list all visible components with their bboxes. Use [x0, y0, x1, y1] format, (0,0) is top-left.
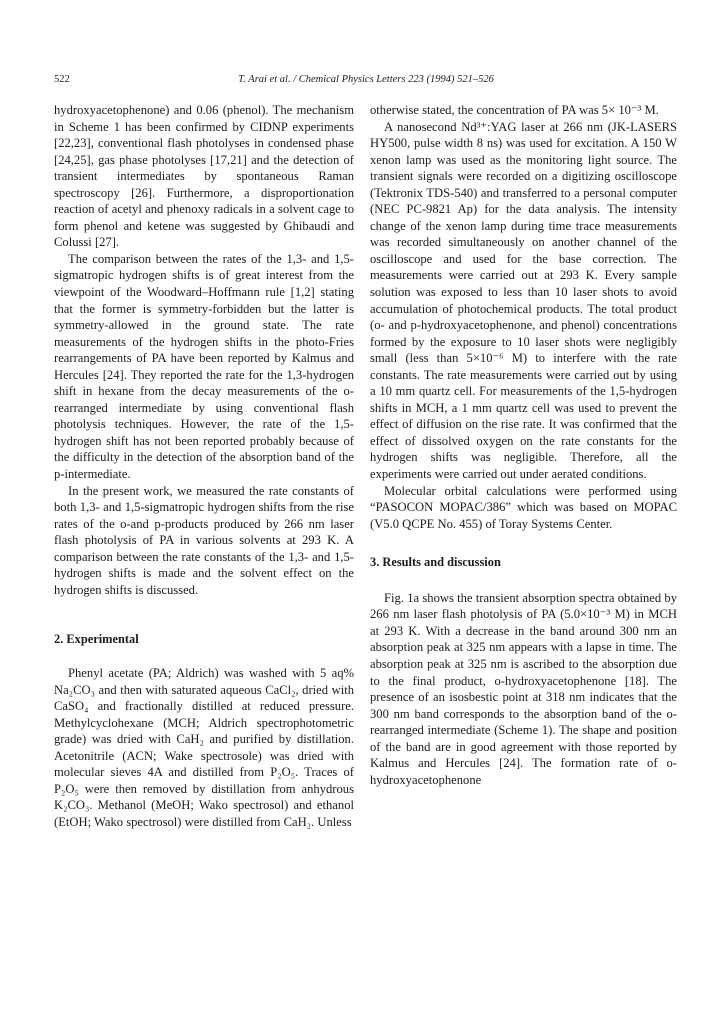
page-number: 522	[54, 74, 70, 85]
page-header	[54, 74, 678, 88]
paragraph-intro-continued: hydroxyacetophenone) and 0.06 (phenol). The mechanism in Scheme 1 has been confirmed by CIDNP experiments [22,23], conventional flash photolyses in condensed phase [24,25], gas phase photolyses [17,21] and the detection of transient intermediates by spontaneous Raman spectroscopy [26]. Furthermore, a disproportionation reaction of acetyl and phenoxy radicals in a solvent cage to form phenol and ketene was suggested by Ghibaudi and Colussi [27].	[54, 103, 354, 250]
running-title: T. Arai et al. / Chemical Physics Letters 223 (1994) 521–526	[238, 74, 494, 85]
section-heading-results: 3. Results and discussion	[370, 555, 501, 570]
paragraph-present-work: In the present work, we measured the rate constants of both 1,3- and 1,5-sigmatropic hydrogen shifts from the rise rates of the o-and p-products produced by 266 nm laser flash photolysis of PA in various solvents at 293 K. A comparison between the rate constants of the 1,3- and 1,5-hydrogen shifts is made and the solvent effect on the hydrogen shifts is discussed.	[54, 483, 354, 597]
paragraph-concentration: otherwise stated, the concentration of PA was 5× 10⁻³ M.	[370, 103, 659, 117]
right-column	[370, 102, 677, 788]
left-column	[54, 102, 354, 830]
paragraph-comparison: The comparison between the rates of the 1,3- and 1,5-sigmatropic hydrogen shifts is of great interest from the viewpoint of the Woodward–Hoffmann rule [1,2] stating that the former is symmetry-forbidden but the latter is symmetry-allowed in the ground state. The rate measurements of the hydrogen shifts in the photo-Fries rearrangements of PA have been reported by Kalmus and Hercules [24]. They reported the rate for the 1,3-hydrogen shift in hexane from the decay measurements of the o-rearranged intermediate by using conventional flash photolysis techniques. However, the rate of the 1,5-hydrogen shift has not been reported probably because of the difficulty in the detection of the absorption band of the p-intermediate.	[54, 251, 354, 482]
paragraph-materials: Phenyl acetate (PA; Aldrich) was washed with 5 aq% Na₂CO₃ and then with saturated aqueous CaCl₂, dried with CaSO₄ and fractionally distilled at reduced pressure. Methylcyclohexane (MCH; Aldrich spectrophotometric grade) was dried with CaH₂ and purified by distillation. Acetonitrile (ACN; Wake spectrosole) was dried with molecular sieves 4A and distilled from P₂O₅. Traces of P₂O₅ were then removed by distillation from anhydrous K₂CO₃. Methanol (MeOH; Wako spectrosol) and ethanol (EtOH; Wako spectrosol) were distilled from CaH₂. Unless	[54, 665, 354, 829]
paragraph-results: Fig. 1a shows the transient absorption spectra obtained by 266 nm laser flash photolysis of PA (5.0×10⁻³ M) in MCH at 293 K. With a decrease in the band around 300 nm an absorption peak at 325 nm appears with a lapse in time. The absorption peak at 325 nm is ascribed to the absorption due to the final product, o-hydroxyacetophenone [18]. The presence of an isosbestic point at 318 nm indicates that the 300 nm band corresponds to the absorption band of the o-rearranged intermediate (Scheme 1). The shape and position of the band are in good agreement with those reported by Kalmus and Hercules [24]. The formation rate of o-hydroxyacetophenone	[370, 590, 677, 787]
paragraph-mo-calculations: Molecular orbital calculations were performed using “PASOCON MOPAC/386” which was based on MOPAC (V5.0 QCPE No. 455) of Toray Systems Center.	[370, 483, 677, 531]
section-heading-experimental: 2. Experimental	[54, 632, 139, 647]
paragraph-laser-setup: A nanosecond Nd³⁺:YAG laser at 266 nm (JK-LASERS HY500, pulse width 8 ns) was used for excitation. A 150 W xenon lamp was used as the monitoring light source. The transient signals were recorded on a digitizing oscilloscope (Tektronix TDS-540) and transferred to a personal computer (NEC PC-9821 Ap) for the data analysis. The intensity change of the xenon lamp during time trace measurements was recorded simultaneously on another channel of the oscilloscope and used for the base correction. The measurements were carried out at 293 K. Every sample solution was exposed to less than 10 laser shots to avoid accumulation of photochemical products. The total product (o- and p-hydroxyacetophenone, and phenol) concentrations formed by the exposure to 10 laser shots were negligibly small (less than 5×10⁻⁶ M) to interfere with the rate constants. The rate measurements were carried out by using a 10 mm quartz cell. For measurements of the 1,5-hydrogen shifts in MCH, a 1 mm quartz cell was used to prevent the effect of diffusion on the rise rate. It was confirmed that the effect of dissolved oxygen on the rate constants for the hydrogen shifts was negligible. Therefore, all the experiments were carried out under aerated conditions.	[370, 119, 677, 482]
